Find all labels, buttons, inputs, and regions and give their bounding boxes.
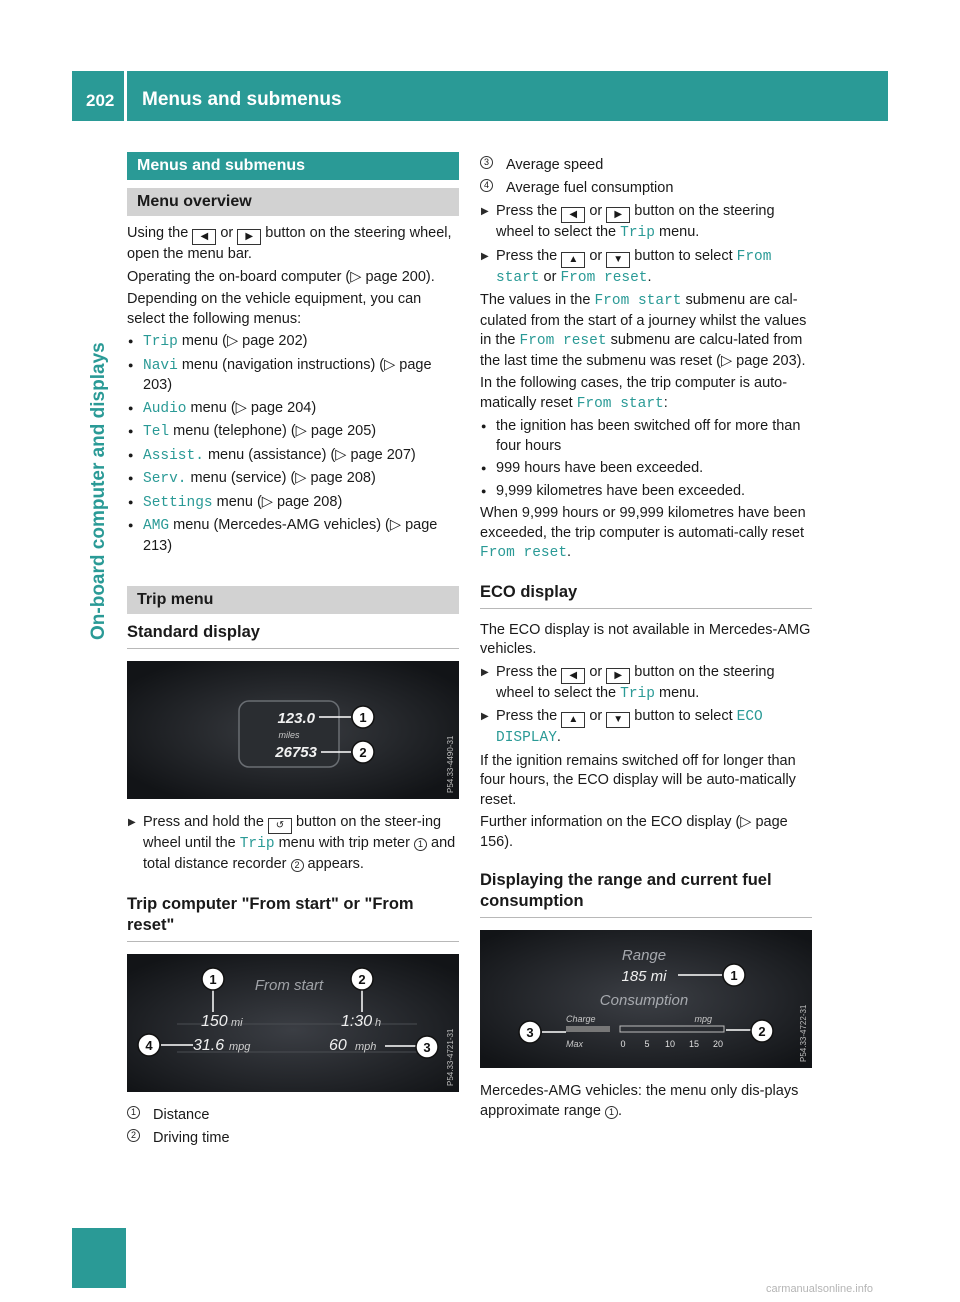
intro-paragraph	[127, 224, 459, 265]
step-text: Press and hold the	[143, 814, 264, 830]
eco-select-step	[480, 707, 812, 749]
callout-ref-2: 2	[291, 859, 304, 872]
footer-watermark: carmanualsonline.info	[766, 1283, 874, 1295]
menu-name: Settings	[143, 494, 213, 511]
down-arrow-key-icon: ▼	[606, 712, 630, 728]
caption-item	[480, 156, 812, 176]
from-reset-name: From reset	[480, 545, 568, 561]
from-start-name: From start	[594, 293, 682, 309]
trip-menu-title: Trip menu	[127, 586, 459, 614]
caption-item	[127, 1129, 459, 1149]
menu-name: Tel	[143, 424, 170, 440]
paragraph-text: When 9,999 hours or 99,999 kilometres have been exceeded, the trip computer is automati-cally reset	[480, 505, 806, 541]
list-item: ● the ignition has been switched off for more than four hours	[480, 417, 812, 456]
menu-name: Assist.	[143, 447, 204, 464]
list-item	[127, 516, 459, 556]
standard-display-graphic	[127, 661, 459, 799]
range-title: Displaying the range and current fuel consumption	[480, 870, 812, 918]
image-code: P54.33-4490-31	[446, 735, 455, 793]
trip-computer-graphic	[127, 954, 459, 1092]
menu-name: Audio	[143, 400, 187, 417]
menu-desc: menu (Mercedes-AMG vehicles) (▷ page 213)	[143, 517, 438, 554]
up-arrow-key-icon: ▲	[561, 712, 585, 728]
paragraph-text: .	[567, 544, 572, 560]
eco-reset-paragraph: If the ignition remains switched off for longer than four hours, the ECO display will be auto-matically reset.	[480, 752, 796, 808]
menu-desc: menu (telephone) (▷ page 205)	[169, 423, 377, 439]
caption-item	[480, 179, 812, 199]
range-image	[480, 930, 812, 1068]
list-item	[127, 493, 459, 514]
image-code: P54.33-4722-31	[799, 1004, 808, 1062]
submenu-select-step	[480, 247, 812, 289]
tick-label: 0	[620, 1039, 626, 1049]
step-text: or	[589, 708, 603, 724]
tick-label: 15	[688, 1039, 700, 1049]
eco-paragraph: The ECO display is not available in Mercedes-AMG vehicles.	[480, 621, 811, 657]
range-graphic	[480, 930, 812, 1068]
left-arrow-key-icon: ◀	[561, 668, 585, 684]
callout-ref-1: 1	[414, 838, 427, 851]
paragraph-text: In the following cases, the trip computer is auto-matically reset	[480, 375, 788, 411]
from-start-name: From start	[576, 395, 664, 412]
range-value: 185 mi	[621, 968, 667, 985]
step-text: or	[543, 268, 557, 285]
fuel-unit: mpg	[229, 1041, 251, 1053]
step-text: .	[556, 729, 561, 745]
trip-menu-name: Trip	[620, 685, 655, 702]
mpg-label: mpg	[694, 1014, 712, 1024]
paragraph-text: The values in the	[480, 292, 591, 308]
step-text: button on the steer-ing wheel until the	[143, 814, 442, 851]
trip-computer-image	[127, 954, 459, 1092]
menu-name: AMG	[143, 518, 170, 534]
trip-value: 123.0	[277, 710, 315, 727]
callout-3-label: 3	[526, 1025, 534, 1040]
paragraph-text: submenu are calcu-lated from the last time the submenu was reset (▷ page 203).	[480, 332, 806, 369]
side-tab-block	[72, 1228, 126, 1288]
list-item: ● 999 hours have been exceeded.	[480, 459, 812, 479]
paragraph-text: submenu are cal-culated from the start of a journey whilst the values in the	[480, 292, 807, 348]
intro-prefix: Using the	[127, 225, 189, 241]
list-item	[127, 469, 459, 490]
callout-2-label: 2	[758, 1024, 766, 1039]
speed-value: 60	[329, 1037, 347, 1054]
left-arrow-key-icon: ◀	[192, 229, 216, 245]
step-text: menu.	[658, 684, 700, 701]
menu-desc: menu (assistance) (▷ page 207)	[203, 446, 416, 463]
intro-suffix: button on the steering wheel, open the menu bar.	[127, 225, 452, 262]
eco-info-paragraph: Further information on the ECO display (▷ page 156).	[480, 814, 788, 850]
paragraph-text: Mercedes-AMG vehicles: the menu only dis-plays approximate range	[480, 1083, 799, 1119]
caption-text: Average speed	[506, 157, 604, 173]
caption-number: 3	[480, 156, 493, 169]
speed-unit: mph	[355, 1041, 377, 1053]
list-item	[127, 446, 459, 467]
right-arrow-key-icon: ▶	[606, 668, 630, 684]
list-item	[127, 332, 459, 353]
values-paragraph	[480, 291, 812, 371]
step-text: menu with trip meter	[278, 835, 410, 851]
eco-trip-step	[480, 663, 812, 705]
step-text: Press the	[496, 663, 558, 680]
caption-text: Average fuel consumption	[506, 179, 674, 196]
distance-unit: mi	[231, 1017, 243, 1029]
left-arrow-key-icon: ◀	[561, 207, 585, 223]
range-label: Range	[621, 947, 667, 964]
when-paragraph	[480, 504, 812, 564]
menu-name: Serv.	[143, 471, 187, 487]
from-start-name: From start	[496, 248, 772, 286]
menu-desc: menu (▷ page 204)	[186, 399, 317, 416]
list-item: ● 9,999 kilometres have been exceeded.	[480, 482, 812, 502]
caption-number: 2	[127, 1129, 140, 1142]
step-text: Press the	[496, 247, 558, 264]
intro-or: or	[220, 225, 234, 241]
charge-bar	[566, 1026, 610, 1032]
step-text: and total distance recorder	[143, 835, 456, 872]
list-item	[127, 399, 459, 420]
distance-value: 150	[201, 1013, 228, 1030]
callout-ref-1: 1	[605, 1106, 618, 1119]
section-title: Menus and submenus	[127, 152, 459, 180]
menu-name: Trip	[143, 334, 178, 350]
caption-number: 1	[127, 1106, 140, 1119]
right-arrow-key-icon: ▶	[237, 229, 261, 245]
from-reset-name: From reset	[560, 269, 648, 286]
step-text: or	[589, 203, 603, 219]
paragraph-text: .	[617, 1102, 622, 1119]
callout-3-label: 3	[423, 1040, 431, 1055]
step-text: button on the steering wheel to select the	[496, 203, 775, 240]
trip-computer-title: Trip computer "From start" or "From reset"	[127, 894, 459, 942]
callout-4-label: 4	[145, 1038, 153, 1053]
list-item	[127, 356, 459, 396]
down-arrow-key-icon: ▼	[606, 252, 630, 268]
consumption-label: Consumption	[599, 992, 689, 1009]
trip-heading: From start	[254, 977, 324, 994]
time-value: 1:30	[341, 1013, 373, 1030]
menu-list	[127, 332, 459, 556]
callout-2-label: 2	[359, 745, 367, 760]
operating-paragraph: Operating the on-board computer (▷ page 200).	[127, 268, 435, 285]
tick-label: 10	[664, 1039, 676, 1049]
step-text: Press the	[496, 203, 558, 219]
following-paragraph	[480, 374, 812, 414]
list-item	[127, 422, 459, 443]
trip-menu-name: Trip	[239, 836, 275, 852]
step-text: or	[589, 247, 603, 264]
step-text: button to select	[634, 708, 733, 724]
amg-paragraph	[480, 1082, 812, 1121]
step-text: button to select	[634, 247, 733, 264]
callout-1-label: 1	[209, 972, 217, 987]
right-column	[480, 156, 812, 1124]
charge-label: Charge	[566, 1014, 596, 1024]
right-arrow-key-icon: ▶	[606, 207, 630, 223]
eco-display-title: ECO display	[480, 582, 812, 609]
header-divider	[124, 71, 127, 129]
eco-display-name: ECO DISPLAY	[496, 709, 763, 746]
max-label: Max	[566, 1039, 584, 1049]
step-text: .	[647, 268, 652, 285]
step-text: button on the steering wheel to select the	[496, 663, 775, 701]
time-unit: h	[375, 1017, 382, 1029]
menu-desc: menu (▷ page 202)	[177, 333, 308, 349]
up-arrow-key-icon: ▲	[561, 252, 585, 268]
step-text: appears.	[307, 855, 364, 872]
step-text: or	[589, 663, 603, 680]
caption-number: 4	[480, 179, 493, 192]
fuel-value: 31.6	[193, 1037, 225, 1054]
caption-text: Distance	[153, 1107, 210, 1123]
image-code: P54.33-4721-31	[446, 1028, 455, 1086]
menu-desc: menu (▷ page 208)	[212, 493, 343, 510]
trip-menu-name: Trip	[620, 225, 655, 241]
callout-2-label: 2	[358, 972, 366, 987]
menu-desc: menu (navigation instructions) (▷ page 203)	[143, 356, 432, 393]
trip-select-step	[480, 202, 812, 244]
callout-1-label: 1	[359, 710, 367, 725]
trip-unit: miles	[278, 730, 300, 740]
caption-text: Driving time	[153, 1129, 230, 1146]
standard-display-step	[127, 813, 459, 874]
odometer-value: 26753	[275, 744, 317, 761]
left-column	[127, 152, 459, 1151]
caption-item	[127, 1106, 459, 1126]
header-title: Menus and submenus	[142, 89, 342, 110]
standard-display-title: Standard display	[127, 622, 459, 649]
menu-name: Navi	[143, 357, 178, 374]
depending-paragraph: Depending on the vehicle equipment, you can select the following menus:	[127, 291, 422, 327]
step-text: Press the	[496, 708, 558, 724]
standard-display-image	[127, 661, 459, 799]
side-tab-label: On-board computer and displays	[88, 342, 109, 640]
step-text: menu.	[658, 224, 700, 240]
subsection-title: Menu overview	[127, 188, 459, 216]
paragraph-text: :	[663, 394, 668, 411]
from-reset-name: From reset	[519, 333, 607, 349]
callout-1-label: 1	[730, 968, 738, 983]
page-number: 202	[86, 91, 115, 110]
menu-desc: menu (service) (▷ page 208)	[186, 470, 376, 486]
back-key-icon: ↺	[268, 818, 292, 834]
tick-label: 20	[712, 1039, 724, 1049]
tick-label: 5	[644, 1039, 650, 1049]
